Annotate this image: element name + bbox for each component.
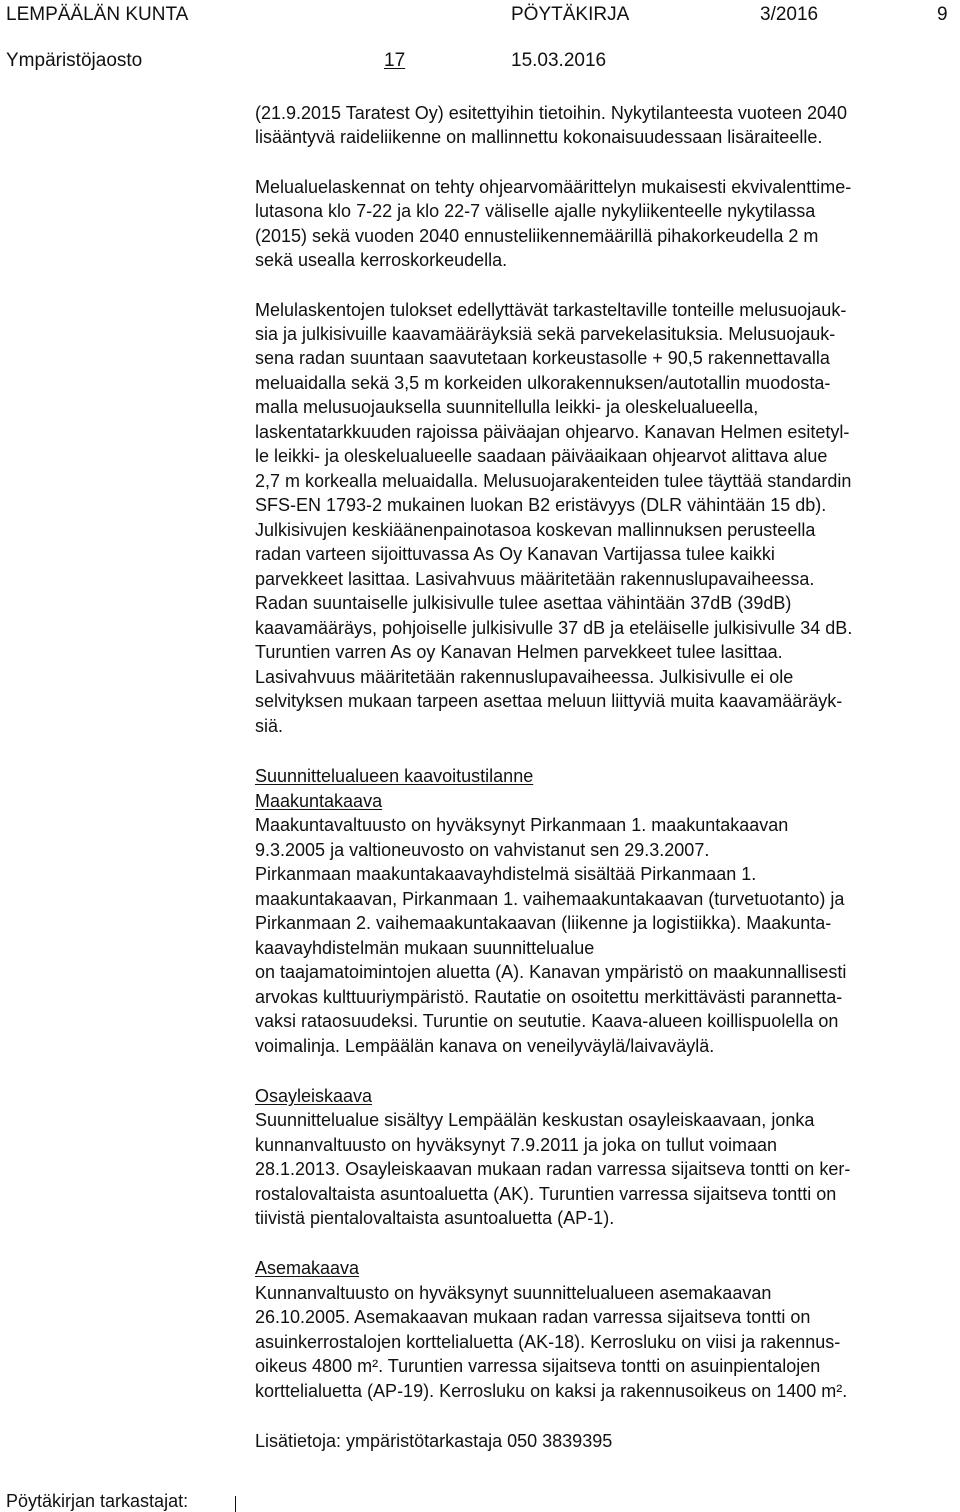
body-line: le leikki- ja oleskelualueelle saadaan päiväaikaan ohjearvot alittava alue	[255, 446, 828, 466]
body-line: meluaidalla sekä 3,5 m korkeiden ulkorakennuksen/autotallin muodosta-	[255, 373, 831, 393]
section-number: 17	[384, 50, 406, 71]
body-line: laskentatarkkuuden rajoissa päiväajan ohjearvo. Kanavan Helmen esitetyl-	[255, 422, 850, 442]
body-line: selvityksen mukaan tarpeen asettaa meluun liittyviä muita kaavamääräyk-	[255, 691, 843, 711]
body-line: Maakuntavaltuusto on hyväksynyt Pirkanmaan 1. maakuntakaavan	[255, 815, 789, 835]
committee-name: Ympäristöjaosto	[6, 50, 143, 71]
body-line: voimalinja. Lempäälän kanava on veneilyväylä/laivaväylä.	[255, 1036, 715, 1056]
reviewers-label: Pöytäkirjan tarkastajat:	[6, 1491, 189, 1511]
contact-info: Lisätietoja: ympäristötarkastaja 050 3839395	[255, 1431, 613, 1451]
body-line: (21.9.2015 Taratest Oy) esitettyihin tietoihin. Nykytilanteesta vuoteen 2040	[255, 103, 848, 123]
body-line: arvokas kulttuuriympäristö. Rautatie on osoitettu merkittävästi parannetta-	[255, 987, 843, 1007]
page-number: 9	[937, 4, 948, 25]
document-type: PÖYTÄKIRJA	[511, 4, 630, 25]
body-line: asuinkerrostalojen korttelialuetta (AK-18). Kerrosluku on viisi ja rakennus-	[255, 1332, 841, 1352]
body-line: vaksi rataosuudeksi. Turuntie on seututie. Kaava-alueen koillispuolella on	[255, 1011, 839, 1031]
body-line: Melulaskentojen tulokset edellyttävät tarkasteltaville tonteille melusuojauk-	[255, 300, 847, 320]
body-line: kaavayhdistelmän mukaan suunnittelualue	[255, 938, 595, 958]
body-line: sia ja julkisivuille kaavamääräyksiä sekä parvekelasituksia. Melusuojauk-	[255, 324, 836, 344]
body-line: sekä usealla kerroskorkeudella.	[255, 250, 508, 270]
body-line: SFS-EN 1793-2 mukainen luokan B2 eristävyys (DLR vähintään 15 db).	[255, 495, 827, 515]
body-line: 2,7 m korkealla meluaidalla. Melusuojarakenteiden tulee täyttää standardin	[255, 471, 852, 491]
body-line: kaavamääräys, pohjoiselle julkisivulle 37 dB ja eteläiselle julkisivulle 34 dB.	[255, 618, 853, 638]
body-line: parvekkeet lasittaa. Lasivahvuus määritetään rakennuslupavaiheessa.	[255, 569, 815, 589]
body-line: Turuntien varren As oy Kanavan Helmen parvekkeet tulee lasittaa.	[255, 642, 783, 662]
body-line: Suunnittelualue sisältyy Lempäälän keskustan osayleiskaavaan, jonka	[255, 1110, 815, 1130]
subsection-heading: Maakuntakaava	[255, 791, 383, 811]
body-line: Melualuelaskennat on tehty ohjearvomäärittelyn mukaisesti ekvivalenttime-	[255, 177, 852, 197]
body-line: malla melusuojauksella suunnitellulla leikki- ja oleskelualueella,	[255, 397, 759, 417]
footer-divider	[235, 1496, 236, 1512]
body-line: oikeus 4800 m². Turuntien varressa sijaitseva tontti on asuinpientalojen	[255, 1356, 821, 1376]
body-line: rostalovaltaista asuntoaluetta (AK). Turuntien varressa sijaitseva tontti on	[255, 1184, 837, 1204]
body-line: 28.1.2013. Osayleiskaavan mukaan radan varressa sijaitseva tontti on ker-	[255, 1159, 851, 1179]
document-number: 3/2016	[760, 4, 819, 25]
body-line: Radan suuntaiselle julkisivulle tulee asettaa vähintään 37dB (39dB)	[255, 593, 792, 613]
meeting-date: 15.03.2016	[511, 50, 607, 71]
municipality-name: LEMPÄÄLÄN KUNTA	[6, 4, 189, 25]
body-line: lutasona klo 7-22 ja klo 22-7 väliselle ajalle nykyliikenteelle nykytilassa	[255, 201, 816, 221]
subsection-heading: Osayleiskaava	[255, 1086, 373, 1106]
body-line: Julkisivujen keskiäänenpainotasoa koskevan mallinnuksen perusteella	[255, 520, 816, 540]
body-line: Kunnanvaltuusto on hyväksynyt suunnittelualueen asemakaavan	[255, 1283, 772, 1303]
body-line: Lasivahvuus määritetään rakennuslupavaiheessa. Julkisivulle ei ole	[255, 667, 794, 687]
section-heading: Suunnittelualueen kaavoitustilanne	[255, 766, 534, 786]
subsection-heading: Asemakaava	[255, 1258, 360, 1278]
body-line: 26.10.2005. Asemakaavan mukaan radan varressa sijaitseva tontti on	[255, 1307, 811, 1327]
body-line: sena radan suuntaan saavutetaan korkeustasolle + 90,5 rakennettavalla	[255, 348, 830, 368]
body-line: radan varteen sijoittuvassa As Oy Kanavan Vartijassa tulee kaikki	[255, 544, 775, 564]
body-line: maakuntakaavan, Pirkanmaan 1. vaihemaakuntakaavan (turvetuotanto) ja	[255, 889, 845, 909]
body-line: lisääntyvä raideliikenne on mallinnettu kokonaisuudessaan lisäraiteelle.	[255, 127, 823, 147]
body-line: kunnanvaltuusto on hyväksynyt 7.9.2011 ja joka on tullut voimaan	[255, 1135, 777, 1155]
body-line: siä.	[255, 716, 284, 736]
body-line: on taajamatoimintojen aluetta (A). Kanavan ympäristö on maakunnallisesti	[255, 962, 847, 982]
body-line: (2015) sekä vuoden 2040 ennusteliikennemäärillä pihakorkeudella 2 m	[255, 226, 819, 246]
body-line: Pirkanmaan maakuntakaavayhdistelmä sisältää Pirkanmaan 1.	[255, 864, 757, 884]
body-line: 9.3.2005 ja valtioneuvosto on vahvistanut sen 29.3.2007.	[255, 840, 710, 860]
body-line: tiivistä pientalovaltaista asuntoaluetta (AP-1).	[255, 1208, 615, 1228]
body-line: korttelialuetta (AP-19). Kerrosluku on kaksi ja rakennusoikeus on 1400 m².	[255, 1381, 848, 1401]
body-line: Pirkanmaan 2. vaihemaakuntakaavan (liikenne ja logistiikka). Maakunta-	[255, 913, 832, 933]
